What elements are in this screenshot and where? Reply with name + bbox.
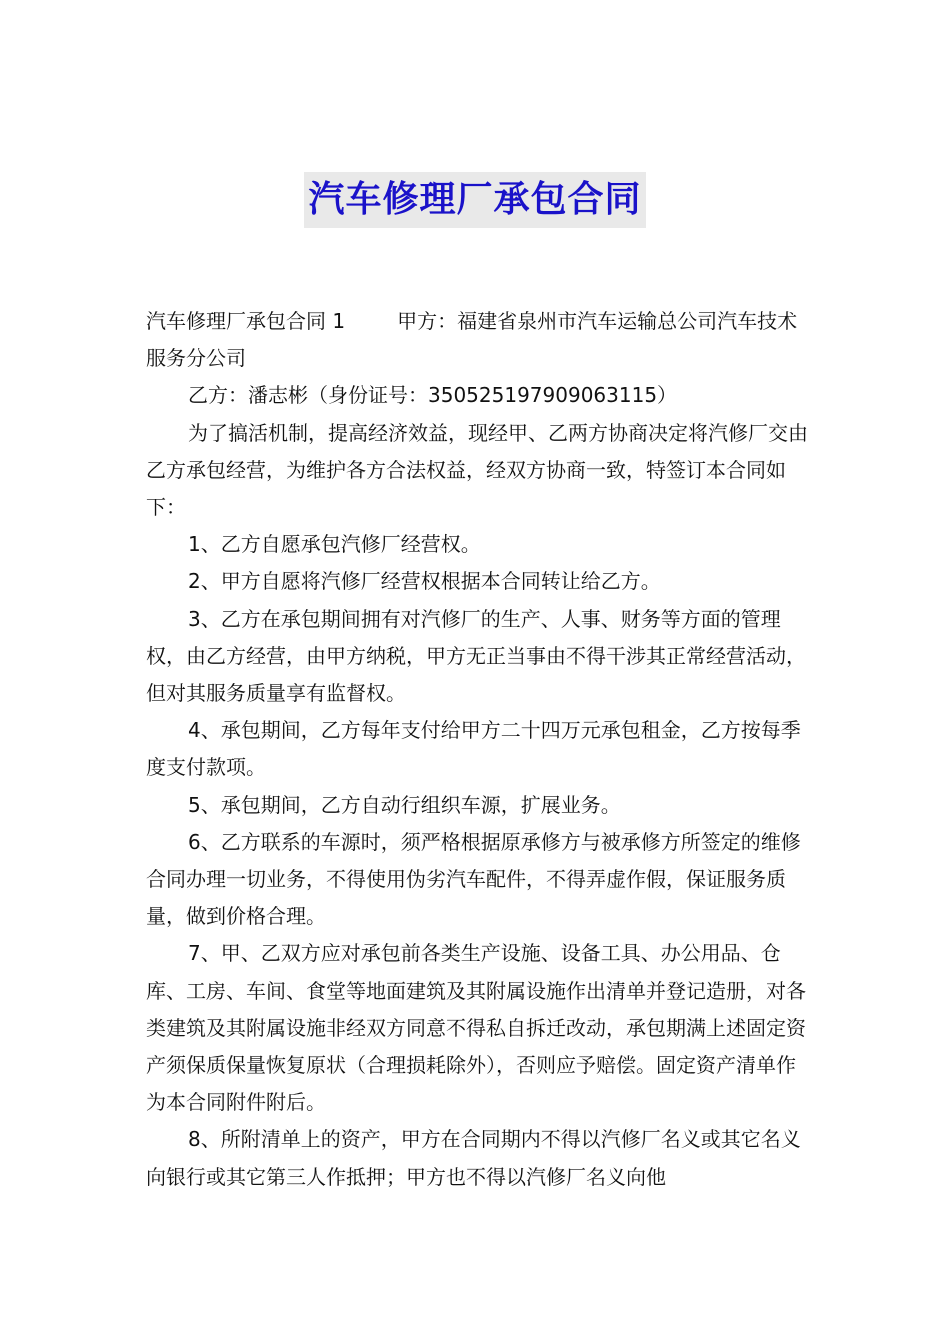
clause-3: 3、乙方在承包期间拥有对汽修厂的生产、人事、财务等方面的管理权，由乙方经营，由甲方纳税，甲方无正当事由不得干涉其正常经营活动，但对其服务质量享有监督权。 [146,606,806,706]
document-body [146,303,808,1196]
clause-8: 8、所附清单上的资产，甲方在合同期内不得以汽修厂名义或其它名义向银行或其它第三人作抵押；甲方也不得以汽修厂名义向他 [146,1127,801,1189]
preamble-paragraph: 为了搞活机制，提高经济效益，现经甲、乙两方协商决定将汽修厂交由乙方承包经营，为维护各方合法权益，经双方协商一致，特签订本合同如下： [146,420,808,520]
clause-5: 5、承包期间，乙方自动行组织车源，扩展业务。 [188,792,621,817]
clause-1: 1、乙方自愿承包汽修厂经营权。 [188,532,481,557]
party-b-line: 乙方：潘志彬（身份证号：350525197909063115） [188,383,678,408]
clause-7: 7、甲、乙双方应对承包前各类生产设施、设备工具、办公用品、仓库、工房、车间、食堂等地面建筑及其附属设施作出清单并登记造册，对各类建筑及其附属设施非经双方同意不得私自拆迁改动，承包期满上述固定资产须保质保量恢复原状（合理损耗除外），否则应予赔偿。固定资产清单作为本合同附件附后。 [146,941,806,1115]
document-title: 汽车修理厂承包合同 [304,172,645,228]
clause-4: 4、承包期间，乙方每年支付给甲方二十四万元承包租金，乙方按每季度支付款项。 [146,718,801,780]
party-a-line: 甲方：福建省泉州市汽车运输总公司汽车技术服务分公司 [146,309,798,371]
title-container [0,172,950,228]
first-paragraph [146,303,808,377]
clause-6: 6、乙方联系的车源时，须严格根据原承修方与被承修方所签定的维修合同办理一切业务，不得使用伪劣汽车配件，不得弄虚作假，保证服务质量，做到价格合理。 [146,829,801,929]
clause-2: 2、甲方自愿将汽修厂经营权根据本合同转让给乙方。 [188,569,661,594]
heading-line-label: 汽车修理厂承包合同 1 [146,309,346,333]
